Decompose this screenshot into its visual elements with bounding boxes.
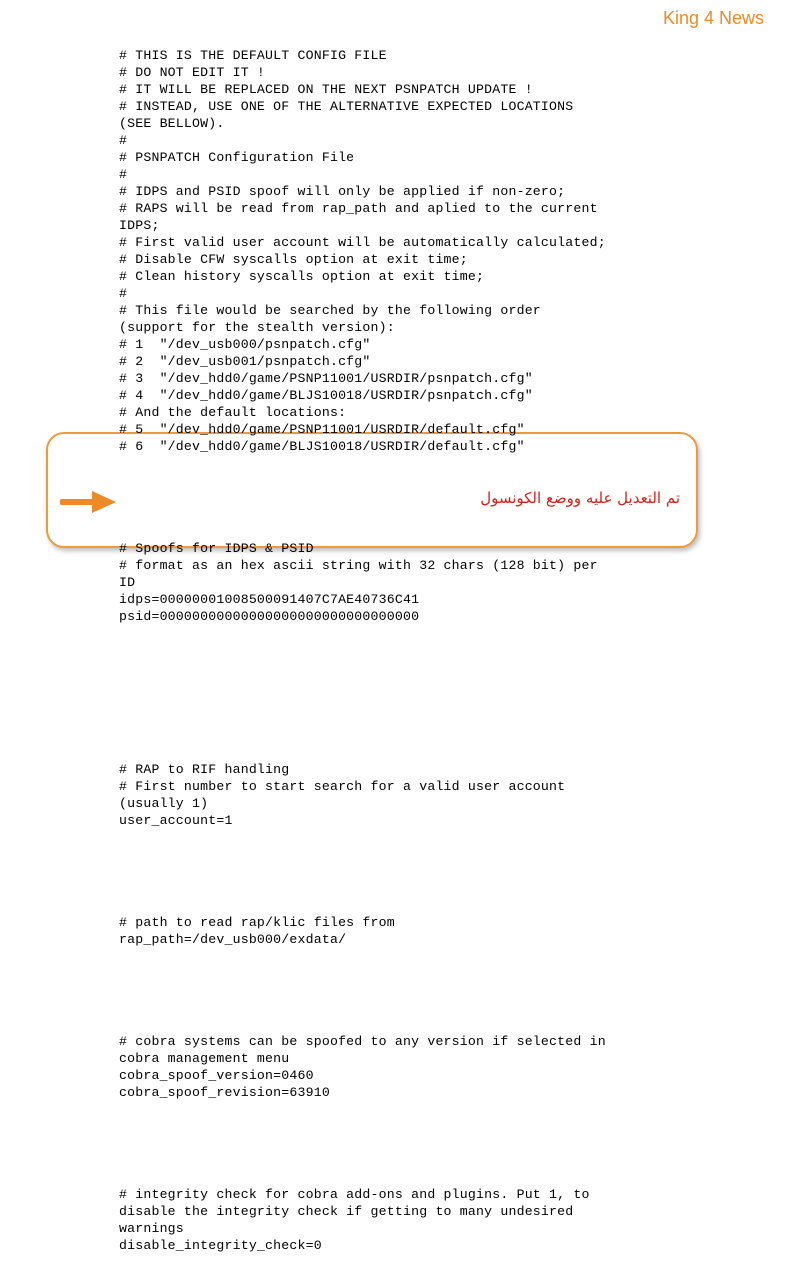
header-comments — [119, 47, 679, 455]
code-line: cobra_spoof_revision=63910 — [119, 1085, 330, 1100]
code-line: # RAPS will be read from rap_path and aplied to the current — [119, 201, 598, 216]
cobra-section — [119, 1033, 679, 1101]
code-line: (SEE BELLOW). — [119, 116, 225, 131]
code-line: # Disable CFW syscalls option at exit time; — [119, 252, 468, 267]
watermark: King 4 News — [663, 8, 765, 28]
config-file-text — [119, 13, 679, 1271]
right-arrow-icon — [60, 488, 118, 516]
code-line: (support for the stealth version): — [119, 320, 395, 335]
code-line: # Clean history syscalls option at exit time; — [119, 269, 485, 284]
code-line: # PSNPATCH Configuration File — [119, 150, 355, 165]
code-line: # — [119, 133, 128, 148]
annotation-note: تم التعديل عليه ووضع الكونسول — [480, 489, 680, 507]
code-line: # 4 "/dev_hdd0/game/BLJS10018/USRDIR/psnpatch.cfg" — [119, 388, 533, 403]
code-line: cobra management menu — [119, 1051, 290, 1066]
code-line: # THIS IS THE DEFAULT CONFIG FILE — [119, 48, 387, 63]
code-line: # 2 "/dev_usb001/psnpatch.cfg" — [119, 354, 371, 369]
code-line: cobra_spoof_version=0460 — [119, 1068, 314, 1083]
code-line: IDPS; — [119, 218, 160, 233]
code-line: # INSTEAD, USE ONE OF THE ALTERNATIVE EXPECTED LOCATIONS — [119, 99, 574, 114]
code-line: # And the default locations: — [119, 405, 347, 420]
code-line: # This file would be searched by the following order — [119, 303, 541, 318]
code-line: # 5 "/dev_hdd0/game/PSNP11001/USRDIR/default.cfg" — [119, 422, 525, 437]
code-line: # IT WILL BE REPLACED ON THE NEXT PSNPATCH UPDATE ! — [119, 82, 533, 97]
code-line: warnings — [119, 1221, 184, 1236]
integrity-section — [119, 1186, 679, 1254]
code-line: ID — [119, 575, 136, 590]
code-line: disable the integrity check if getting to many undesired — [119, 1204, 574, 1219]
code-line: # 6 "/dev_hdd0/game/BLJS10018/USRDIR/default.cfg" — [119, 439, 525, 454]
code-line: # RAP to RIF handling — [119, 762, 290, 777]
code-line: # First number to start search for a valid user account — [119, 779, 566, 794]
code-line: # — [119, 167, 128, 182]
code-line: disable_integrity_check=0 — [119, 1238, 322, 1253]
code-line: # — [119, 286, 128, 301]
code-line: (usually 1) — [119, 796, 209, 811]
path-section — [119, 914, 679, 948]
code-line: # cobra systems can be spoofed to any version if selected in — [119, 1034, 606, 1049]
code-line: idps=00000001008500091407C7AE40736C41 — [119, 592, 420, 607]
code-line: # 3 "/dev_hdd0/game/PSNP11001/USRDIR/psnpatch.cfg" — [119, 371, 533, 386]
code-line: # DO NOT EDIT IT ! — [119, 65, 266, 80]
rap-section — [119, 761, 679, 829]
code-line: # First valid user account will be automatically calculated; — [119, 235, 606, 250]
code-line: # path to read rap/klic files from — [119, 915, 395, 930]
code-line: # 1 "/dev_usb000/psnpatch.cfg" — [119, 337, 371, 352]
code-line: rap_path=/dev_usb000/exdata/ — [119, 932, 347, 947]
code-line: psid=00000000000000000000000000000000 — [119, 609, 420, 624]
code-line: # format as an hex ascii string with 32 chars (128 bit) per — [119, 558, 598, 573]
spoof-section — [119, 540, 679, 625]
code-line: # integrity check for cobra add-ons and plugins. Put 1, to — [119, 1187, 590, 1202]
code-line: user_account=1 — [119, 813, 233, 828]
code-line: # IDPS and PSID spoof will only be applied if non-zero; — [119, 184, 566, 199]
code-line: # Spoofs for IDPS & PSID — [119, 541, 314, 556]
